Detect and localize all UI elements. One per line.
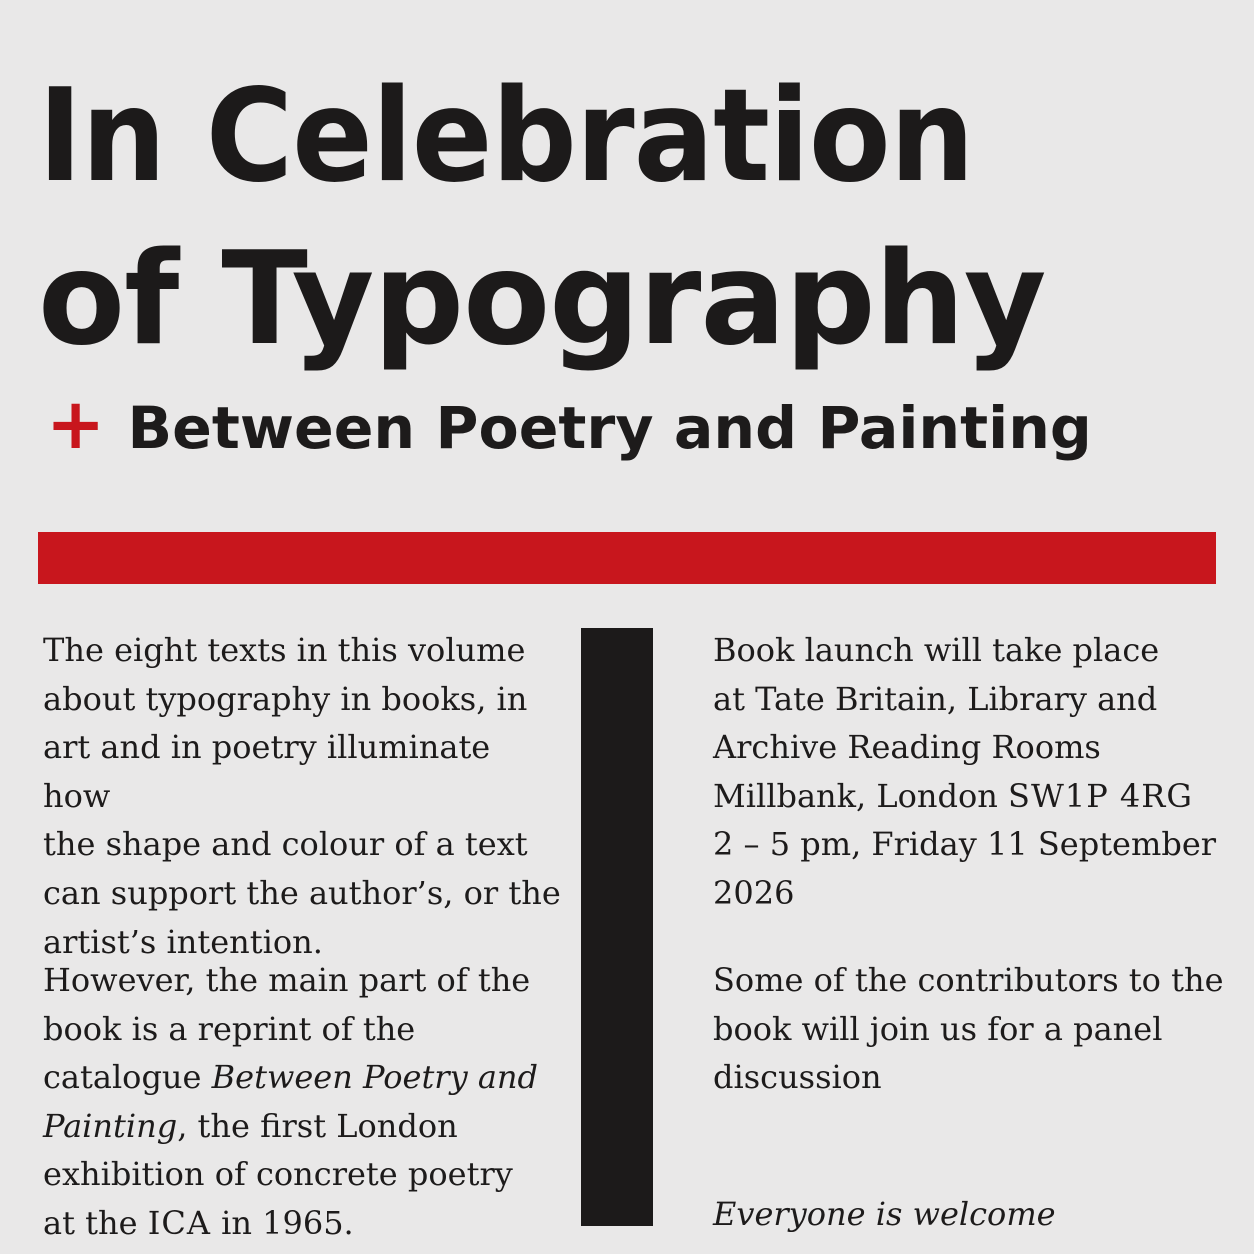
launch-details-paragraph [713,626,1233,918]
plus-icon: + [46,383,106,465]
ica-abbreviation: ICA [147,1203,211,1242]
catalogue-text-part-2: , the first London exhibition of concrete poetry at the [43,1106,513,1242]
catalogue-text-part-1: However, the main part of the book is a reprint of the catalogue [43,961,531,1097]
subtitle-text: Between Poetry and Painting [127,394,1092,462]
catalogue-paragraph [43,956,563,1248]
postcode: SW1P 4RG [1008,776,1193,815]
catalogue-text-part-3: in 1965. [210,1203,354,1242]
welcome-note: Everyone is welcome [713,1195,1056,1233]
title-line-1: In Celebration [38,62,974,211]
launch-time: 2 – 5 pm, Friday 11 September 2026 [713,825,1217,912]
title-line-2: of Typography [38,225,1046,374]
panel-paragraph: Some of the contributors to the book will join us for a panel discussion [713,961,1224,1097]
red-divider-rule [38,532,1216,584]
subtitle [46,384,1092,468]
black-vertical-bar [581,628,653,1226]
launch-venue: Book launch will take place at Tate Britain, Library and Archive Reading Rooms Millbank, London [713,631,1160,815]
intro-paragraph: The eight texts in this volume about typography in books, in art and in poetry illuminate how the shape and colour of a text can support the author’s, or the artist’s intention. [43,631,561,961]
catalogue-title: Between Poetry and Painting [43,1058,539,1145]
